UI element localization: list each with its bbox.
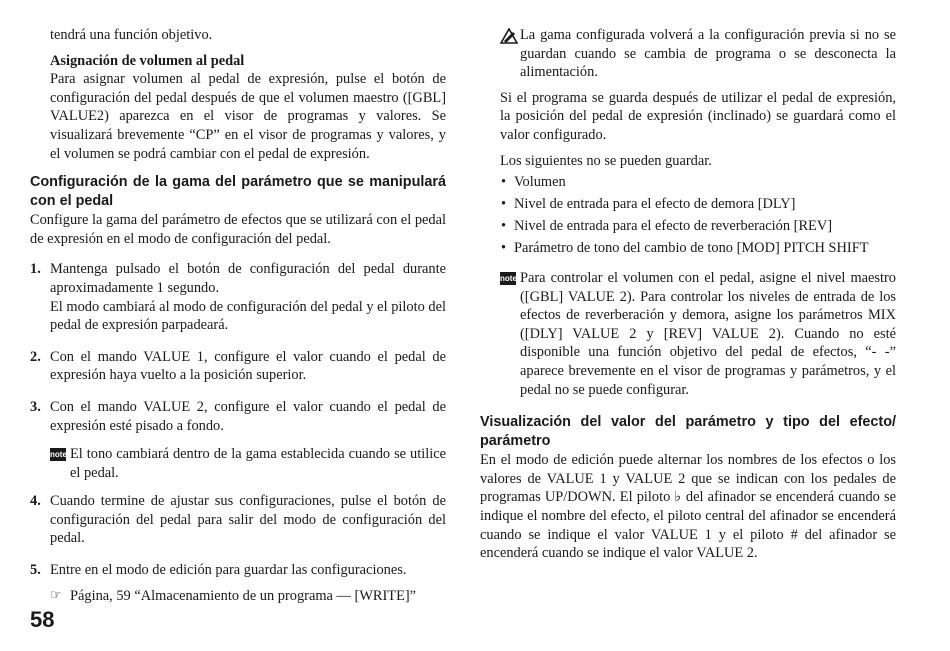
pointing-hand-icon: ☞ <box>50 587 62 603</box>
warning-icon <box>500 28 518 44</box>
note-icon: note <box>500 274 517 284</box>
step-number: 3. <box>30 398 41 415</box>
pedal-range-section-heading: Configuración de la gama del parámetro que se manipulará con el pedal <box>30 174 446 210</box>
step-1 <box>30 260 446 334</box>
volume-note <box>480 269 896 399</box>
list-item: • Nivel de entrada para el efecto de reverberación [REV] <box>501 218 833 235</box>
step-5 <box>30 561 446 580</box>
note-text: Para controlar el volumen con el pedal, asigne el nivel maestro ([GBL] VALUE 2). Para controlar los niveles de entrada de los efectos de reverberación y demora, asigne los parámetros MIX ([DLY] VALUE 2 y [REV] VALUE 2). Cuando no esté disponible una función objetivo del pedal de efectos, “- -” aparece brevemente en el visor de programas y parámetros, y el pedal no se puede configurar. <box>520 270 896 398</box>
list-item: • Nivel de entrada para el efecto de demora [DLY] <box>501 196 796 213</box>
step-number: 4. <box>30 493 41 510</box>
page-number: 58 <box>30 607 55 632</box>
parameter-display-text: En el modo de edición puede alternar los nombres de los efectos o los valores de VALUE 1 y VALUE 2 que se indican con los pedales de programas UP/DOWN. El piloto ♭ del afinador se encenderá cuando se indique el nombre del efecto, el piloto central del afinador se encenderá cuando se indique el valor VALUE 1 y el piloto # del afinador se encenderá cuando se indique el valor VALUE 2. <box>480 452 896 562</box>
step-4 <box>30 492 446 548</box>
volume-assignment-text: Para asignar volumen al pedal de expresión, pulse el botón de configuración del pedal después de que el volumen maestro ([GBL] VALUE2) aparezca en el visor de programas y valores. Se visualizará brevemente “CP” en el visor de programas y valores, y el volumen se podrá cambiar con el pedal de expresión. <box>50 71 446 162</box>
step-text: Mantenga pulsado el botón de configuración del pedal durante aproximadamente 1 segundo. <box>50 261 446 296</box>
step-number: 5. <box>30 562 41 579</box>
note-icon: note <box>50 450 67 460</box>
warning-block <box>480 26 896 82</box>
step-number: 1. <box>30 261 41 278</box>
step-extra-text: El modo cambiará al modo de configuración del pedal y el piloto del pedal de expresión parpadeará. <box>50 298 446 334</box>
reference-text: Página, 59 “Almacenamiento de un programa — [WRITE]” <box>70 587 417 604</box>
list-item: • Volumen <box>501 174 566 191</box>
step-number: 2. <box>30 348 41 365</box>
saved-position-paragraph: Si el programa se guarda después de utilizar el pedal de expresión, la posición del pedal de expresión (inclinado) se guardará como el valor configurado. <box>500 89 896 143</box>
not-saved-intro: Los siguientes no se pueden guardar. <box>500 152 712 169</box>
note-text: El tono cambiará dentro de la gama establecida cuando se utilice el pedal. <box>70 446 446 481</box>
list-item: • Parámetro de tono del cambio de tono [MOD] PITCH SHIFT <box>501 240 869 257</box>
warning-text: La gama configurada volverá a la configuración previa si no se guardan cuando se cambia de programa o se desconecta la alimentación. <box>520 27 896 81</box>
volume-assignment-heading: Asignación de volumen al pedal <box>50 52 245 69</box>
step-text: Con el mando VALUE 1, configure el valor cuando el pedal de expresión haya vuelto a la posición superior. <box>50 348 446 384</box>
parameter-display-section-heading: Visualización del valor del parámetro y tipo del efecto/ parámetro <box>480 414 896 450</box>
step-3-note <box>50 445 446 482</box>
step-text: Con el mando VALUE 2, configure el valor cuando el pedal de expresión esté pisado a fondo. <box>50 398 446 434</box>
step-3 <box>30 398 446 482</box>
page-reference <box>30 587 446 606</box>
continued-paragraph: tendrá una función objetivo. <box>50 27 213 43</box>
pedal-range-intro: Configure la gama del parámetro de efectos que se utilizará con el pedal de expresión en el modo de configuración del pedal. <box>30 212 446 247</box>
right-column <box>480 0 896 563</box>
step-text: Entre en el modo de edición para guardar las configuraciones. <box>50 562 407 579</box>
not-saved-list <box>480 173 896 258</box>
left-column <box>30 0 446 605</box>
step-text: Cuando termine de ajustar sus configuraciones, pulse el botón de configuración del pedal para salir del modo de configuración del pedal. <box>50 493 446 547</box>
step-2 <box>30 348 446 385</box>
